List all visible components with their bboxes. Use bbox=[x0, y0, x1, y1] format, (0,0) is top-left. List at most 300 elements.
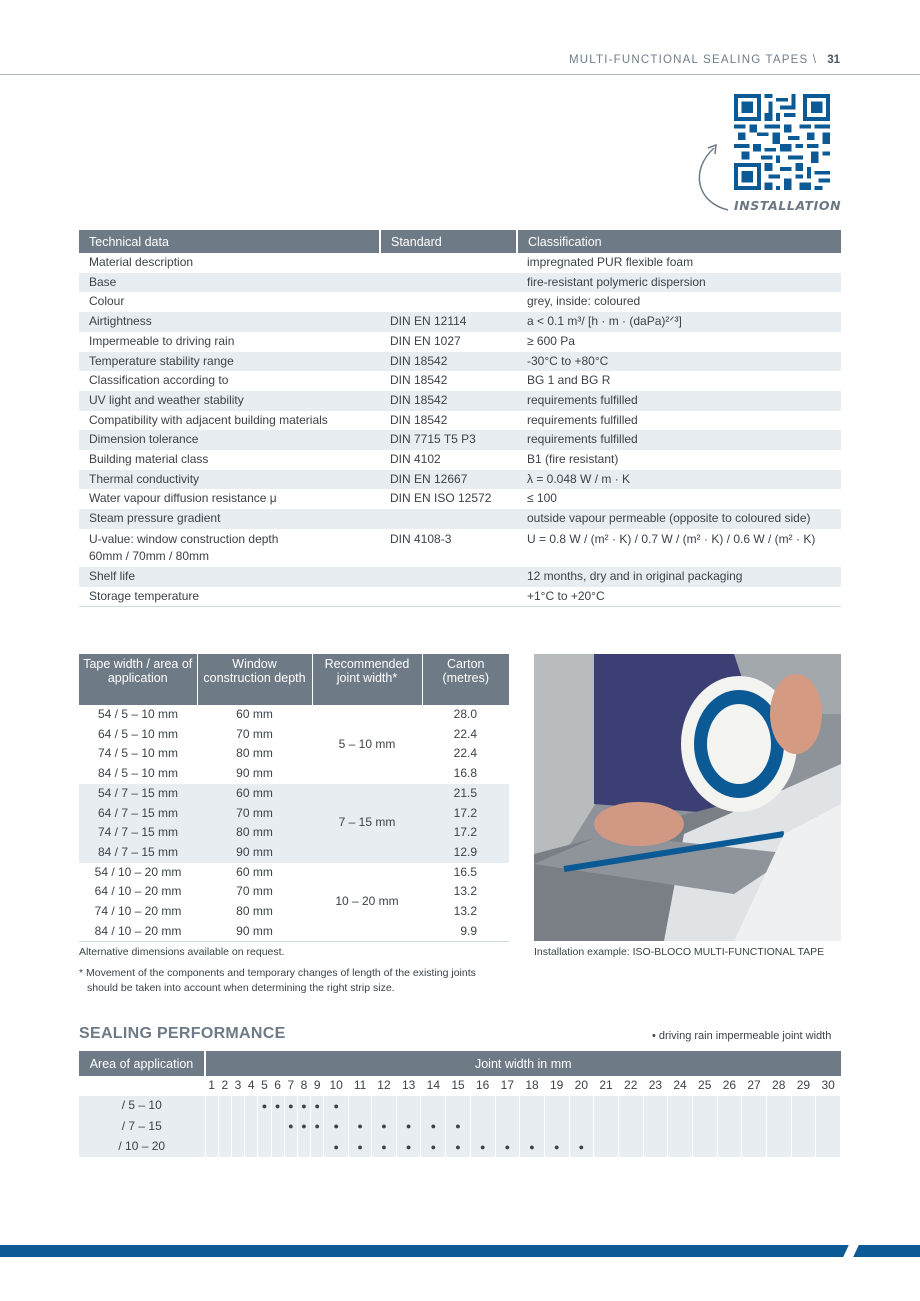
table-cell bbox=[618, 1137, 643, 1158]
table-row bbox=[79, 411, 841, 431]
table-cell bbox=[544, 1116, 569, 1137]
table-cell: 84 / 10 – 20 mm bbox=[94, 923, 182, 938]
table-cell bbox=[544, 1137, 569, 1158]
page-number: 31 bbox=[827, 54, 840, 66]
dot-marker: ● bbox=[301, 1100, 307, 1111]
joint-width-number: 28 bbox=[766, 1076, 791, 1096]
area-label: / 7 – 15 bbox=[79, 1116, 205, 1137]
table-cell bbox=[520, 1116, 545, 1137]
table-cell: Thermal conductivity bbox=[79, 470, 380, 490]
dot-marker: ● bbox=[357, 1141, 363, 1152]
table-cell: ≤ 100 bbox=[527, 491, 557, 506]
table-cell: DIN EN 12114 bbox=[380, 312, 517, 332]
area-label: / 10 – 20 bbox=[79, 1137, 205, 1158]
table-row bbox=[79, 705, 509, 725]
table-cell bbox=[380, 509, 517, 529]
joint-width-number: 7 bbox=[284, 1076, 297, 1096]
table-cell bbox=[297, 1116, 310, 1137]
table-cell bbox=[349, 1096, 372, 1117]
table-cell bbox=[231, 1137, 244, 1158]
footnote: * Movement of the components and temporary changes of length of the existing joints should be taken into account when determining the right strip size. bbox=[79, 967, 476, 994]
table-cell: 60 mm bbox=[236, 864, 273, 879]
legend: • driving rain impermeable joint width bbox=[652, 1030, 832, 1042]
table-cell bbox=[569, 1116, 594, 1137]
table-cell bbox=[791, 1096, 816, 1117]
table-cell: -30°C to +80°C bbox=[517, 352, 841, 372]
joint-width-number: 5 bbox=[258, 1076, 271, 1096]
table-cell: DIN 18542 bbox=[380, 391, 517, 411]
table-cell bbox=[816, 1116, 841, 1137]
dot-marker: ● bbox=[288, 1100, 294, 1111]
joint-width-number: 1 bbox=[205, 1076, 218, 1096]
technical-data-table bbox=[79, 230, 841, 607]
tape-dimensions-table bbox=[79, 654, 509, 941]
table-cell bbox=[297, 1137, 310, 1158]
table-header-cell: Recommended joint width* bbox=[312, 654, 422, 705]
photo-caption: Installation example: ISO-BLOCO MULTI-FUNCTIONAL TAPE bbox=[534, 946, 825, 958]
table-cell bbox=[79, 1076, 205, 1096]
table-cell bbox=[421, 1116, 446, 1137]
table-cell: Temperature stability range bbox=[79, 352, 380, 372]
table-cell: DIN 7715 T5 P3 bbox=[380, 430, 517, 450]
table-header-row bbox=[79, 1051, 841, 1076]
table-cell bbox=[643, 1096, 668, 1117]
header-divider bbox=[0, 74, 920, 75]
table-cell bbox=[258, 1137, 271, 1158]
table-cell bbox=[421, 1096, 446, 1117]
running-header: MULTI-FUNCTIONAL SEALING TAPES \ 31 bbox=[568, 54, 840, 66]
joint-width-number: 23 bbox=[643, 1076, 668, 1096]
table-row bbox=[79, 567, 841, 587]
table-cell: DIN 4102 bbox=[390, 452, 441, 467]
table-cell bbox=[520, 1137, 545, 1158]
table-cell: U-value: window construction depth 60mm / 70mm / 80mm bbox=[89, 531, 279, 563]
table-cell: Material description bbox=[89, 255, 194, 269]
table-cell: DIN EN 1027 bbox=[390, 333, 461, 348]
table-cell bbox=[245, 1116, 258, 1137]
table-cell bbox=[324, 1137, 349, 1158]
table-cell: 54 / 5 – 10 mm bbox=[97, 707, 179, 721]
table-row bbox=[79, 587, 841, 607]
table-cell: 12.9 bbox=[422, 843, 509, 863]
table-cell: Classification according to bbox=[89, 373, 229, 388]
table-cell bbox=[349, 1116, 372, 1137]
table-cell: 70 mm bbox=[236, 726, 273, 741]
table-cell bbox=[396, 1116, 421, 1137]
joint-width-number: 13 bbox=[396, 1076, 421, 1096]
joint-width-number: 25 bbox=[692, 1076, 717, 1096]
table-cell bbox=[205, 1096, 218, 1117]
joint-width-number: 29 bbox=[791, 1076, 816, 1096]
table-cell: 90 mm bbox=[197, 843, 312, 863]
table-cell bbox=[594, 1096, 619, 1117]
table-cell bbox=[396, 1096, 421, 1117]
dot-marker: ● bbox=[430, 1121, 437, 1131]
table-cell: Dimension tolerance bbox=[79, 430, 380, 450]
table-header-cell: Technical data bbox=[79, 230, 380, 253]
table-row bbox=[79, 1096, 841, 1117]
table-cell: 90 mm bbox=[236, 923, 273, 938]
table-cell bbox=[791, 1137, 816, 1158]
joint-width-number: 22 bbox=[618, 1076, 643, 1096]
section-title: SEALING PERFORMANCE bbox=[79, 1025, 286, 1042]
joint-width-number: 20 bbox=[569, 1076, 594, 1096]
joint-width-number: 24 bbox=[668, 1076, 693, 1096]
joint-width-number: 18 bbox=[520, 1076, 545, 1096]
table-cell: outside vapour permeable (opposite to coloured side) bbox=[517, 509, 841, 529]
table-row bbox=[79, 371, 841, 391]
table-cell bbox=[692, 1116, 717, 1137]
table-cell bbox=[742, 1137, 767, 1158]
table-cell: Base bbox=[79, 273, 380, 293]
table-cell bbox=[258, 1096, 271, 1117]
table-row bbox=[79, 332, 841, 352]
table-cell bbox=[324, 1116, 349, 1137]
table-cell bbox=[544, 1096, 569, 1117]
table-cell bbox=[284, 1137, 297, 1158]
table-cell: 12 months, dry and in original packaging bbox=[517, 567, 841, 587]
table-header-cell: Tape width / area of application bbox=[79, 654, 197, 705]
table-cell: Steam pressure gradient bbox=[79, 509, 380, 529]
joint-width-number: 9 bbox=[311, 1076, 324, 1096]
table-cell: 64 / 5 – 10 mm bbox=[97, 726, 179, 741]
table-cell: 74 / 7 – 15 mm bbox=[79, 823, 197, 843]
dot-marker: ● bbox=[274, 1100, 281, 1111]
table-cell bbox=[668, 1137, 693, 1158]
table-cell: 64 / 7 – 15 mm bbox=[79, 804, 197, 824]
dot-marker: ● bbox=[430, 1141, 437, 1152]
table-cell: ≥ 600 Pa bbox=[527, 333, 575, 348]
table-cell bbox=[618, 1116, 643, 1137]
table-cell bbox=[569, 1137, 594, 1158]
table-cell: DIN 18542 bbox=[390, 373, 448, 388]
table-cell bbox=[284, 1096, 297, 1117]
table-row bbox=[79, 823, 509, 843]
table-cell: 90 mm bbox=[236, 766, 273, 781]
table-cell: Storage temperature bbox=[79, 587, 380, 607]
joint-width-number: 4 bbox=[245, 1076, 258, 1096]
table-row bbox=[79, 922, 509, 942]
table-cell bbox=[258, 1116, 271, 1137]
table-cell bbox=[271, 1096, 284, 1117]
table-cell bbox=[717, 1096, 742, 1117]
joint-width-number: 16 bbox=[470, 1076, 495, 1096]
table-row bbox=[79, 391, 841, 411]
table-divider bbox=[79, 941, 509, 942]
table-cell bbox=[421, 1137, 446, 1158]
dot-marker: ● bbox=[578, 1141, 585, 1152]
table-cell bbox=[205, 1137, 218, 1158]
table-cell bbox=[380, 292, 517, 312]
table-cell bbox=[816, 1137, 841, 1158]
joint-width-number: 2 bbox=[218, 1076, 231, 1096]
table-header-cell: Window construction depth bbox=[197, 654, 312, 705]
dot-marker: ● bbox=[405, 1141, 412, 1152]
table-cell bbox=[495, 1137, 520, 1158]
table-cell bbox=[470, 1116, 495, 1137]
table-cell bbox=[297, 1096, 310, 1117]
table-cell bbox=[668, 1116, 693, 1137]
table-cell: DIN 4108-3 bbox=[390, 531, 452, 546]
joint-width-cell: 5 – 10 mm bbox=[338, 736, 396, 751]
dot-marker: ● bbox=[314, 1121, 320, 1131]
table-cell: Colour bbox=[89, 294, 125, 309]
table-row bbox=[79, 725, 509, 745]
table-cell bbox=[495, 1096, 520, 1117]
table-cell: +1°C to +20°C bbox=[517, 587, 841, 607]
table-cell bbox=[692, 1096, 717, 1117]
joint-width-number: 30 bbox=[816, 1076, 841, 1096]
dot-marker: ● bbox=[479, 1141, 486, 1152]
table-cell bbox=[245, 1096, 258, 1117]
table-row bbox=[79, 450, 841, 470]
table-row bbox=[79, 292, 841, 312]
table-cell bbox=[766, 1116, 791, 1137]
table-cell: Water vapour diffusion resistance μ bbox=[89, 491, 277, 506]
table-cell: 80 mm bbox=[236, 904, 273, 919]
table-row bbox=[79, 273, 841, 293]
table-cell: 17.2 bbox=[422, 823, 509, 843]
table-cell bbox=[766, 1096, 791, 1117]
dot-marker: ● bbox=[405, 1121, 412, 1131]
table-cell bbox=[717, 1137, 742, 1158]
joint-width-number: 12 bbox=[372, 1076, 397, 1096]
joint-width-number: 11 bbox=[349, 1076, 372, 1096]
table-row bbox=[79, 529, 841, 567]
table-cell bbox=[218, 1137, 231, 1158]
table-cell: Shelf life bbox=[79, 567, 380, 587]
table-row bbox=[79, 882, 509, 902]
table-cell bbox=[372, 1096, 397, 1117]
table-cell bbox=[495, 1116, 520, 1137]
table-cell bbox=[218, 1116, 231, 1137]
table-cell: 16.8 bbox=[453, 766, 477, 781]
table-cell: impregnated PUR flexible foam bbox=[527, 255, 694, 269]
table-cell: DIN 18542 bbox=[390, 412, 448, 427]
table-cell bbox=[324, 1096, 349, 1117]
installation-label: INSTALLATION bbox=[734, 198, 842, 213]
table-cell bbox=[520, 1096, 545, 1117]
table-cell bbox=[205, 1116, 218, 1137]
table-cell bbox=[218, 1096, 231, 1117]
table-cell: 60 mm bbox=[197, 784, 312, 804]
table-cell bbox=[349, 1137, 372, 1158]
table-cell bbox=[470, 1096, 495, 1117]
joint-width-number: 27 bbox=[742, 1076, 767, 1096]
installation-photo bbox=[534, 654, 841, 941]
joint-width-number: 3 bbox=[231, 1076, 244, 1096]
dot-marker: ● bbox=[288, 1121, 294, 1131]
dot-marker: ● bbox=[381, 1141, 387, 1152]
joint-width-number: 15 bbox=[446, 1076, 471, 1096]
table-cell bbox=[396, 1137, 421, 1158]
table-cell: DIN EN 12667 bbox=[380, 470, 517, 490]
table-row bbox=[79, 1137, 841, 1158]
table-cell: 60 mm bbox=[236, 707, 273, 721]
table-row bbox=[79, 843, 509, 863]
table-cell: 16.5 bbox=[453, 864, 477, 879]
table-row bbox=[79, 1076, 841, 1096]
table-cell: DIN 18542 bbox=[380, 352, 517, 372]
joint-width-number: 17 bbox=[495, 1076, 520, 1096]
table-cell: requirements fulfilled bbox=[517, 391, 841, 411]
dot-marker: ● bbox=[455, 1141, 461, 1152]
table-cell: B1 (fire resistant) bbox=[527, 452, 619, 467]
table-cell: 22.4 bbox=[453, 746, 477, 761]
joint-width-number: 6 bbox=[271, 1076, 284, 1096]
dot-marker: ● bbox=[553, 1141, 560, 1152]
table-header-row bbox=[79, 654, 509, 705]
dot-marker: ● bbox=[357, 1121, 363, 1131]
table-cell: 13.2 bbox=[453, 904, 477, 919]
table-cell bbox=[643, 1137, 668, 1158]
table-cell bbox=[742, 1096, 767, 1117]
table-header-cell: Classification bbox=[517, 230, 841, 253]
table-cell bbox=[791, 1116, 816, 1137]
table-row bbox=[79, 253, 841, 273]
table-cell bbox=[643, 1116, 668, 1137]
table-cell: Airtightness bbox=[79, 312, 380, 332]
table-cell: UV light and weather stability bbox=[79, 391, 380, 411]
joint-width-cell: 10 – 20 mm bbox=[335, 894, 399, 909]
table-cell: 13.2 bbox=[453, 884, 477, 899]
table-header-cell: Area of application bbox=[79, 1051, 205, 1076]
table-cell bbox=[271, 1116, 284, 1137]
table-cell: 54 / 10 – 20 mm bbox=[94, 864, 182, 879]
table-cell: U = 0.8 W / (m² · K) / 0.7 W / (m² · K) / 0.6 W / (m² · K) bbox=[527, 531, 816, 546]
table-cell bbox=[766, 1137, 791, 1158]
joint-width-number: 19 bbox=[544, 1076, 569, 1096]
alternative-dimensions-note: Alternative dimensions available on request. bbox=[79, 946, 285, 958]
joint-width-number: 10 bbox=[324, 1076, 349, 1096]
joint-width-number: 8 bbox=[297, 1076, 310, 1096]
table-cell: requirements fulfilled bbox=[527, 412, 638, 427]
table-cell: Impermeable to driving rain bbox=[89, 333, 235, 348]
table-cell: 28.0 bbox=[453, 707, 477, 721]
joint-width-number: 26 bbox=[717, 1076, 742, 1096]
table-cell bbox=[569, 1096, 594, 1117]
table-cell: 74 / 5 – 10 mm bbox=[97, 746, 179, 761]
table-cell bbox=[380, 273, 517, 293]
footer-bar bbox=[0, 1245, 920, 1257]
table-row bbox=[79, 784, 509, 804]
table-cell: Compatibility with adjacent building materials bbox=[89, 412, 328, 427]
table-row bbox=[79, 312, 841, 332]
table-cell: Building material class bbox=[89, 452, 209, 467]
table-header-cell: Standard bbox=[380, 230, 517, 253]
table-cell bbox=[717, 1116, 742, 1137]
dot-marker: ● bbox=[455, 1121, 461, 1131]
table-row bbox=[79, 1116, 841, 1137]
table-cell bbox=[245, 1137, 258, 1158]
table-cell bbox=[372, 1116, 397, 1137]
joint-width-number: 21 bbox=[594, 1076, 619, 1096]
table-cell bbox=[271, 1137, 284, 1158]
table-cell: requirements fulfilled bbox=[517, 430, 841, 450]
table-cell bbox=[231, 1096, 244, 1117]
table-cell: 54 / 7 – 15 mm bbox=[79, 784, 197, 804]
table-cell bbox=[311, 1096, 324, 1117]
table-cell bbox=[380, 587, 517, 607]
dot-marker: ● bbox=[333, 1100, 339, 1111]
table-cell bbox=[742, 1116, 767, 1137]
qr-code-icon[interactable] bbox=[734, 94, 830, 190]
dot-marker: ● bbox=[333, 1121, 339, 1131]
table-cell: 80 mm bbox=[197, 823, 312, 843]
table-cell bbox=[816, 1096, 841, 1117]
table-cell bbox=[470, 1137, 495, 1158]
dot-marker: ● bbox=[261, 1100, 268, 1111]
table-header-cell: Carton (metres) bbox=[422, 654, 509, 705]
table-cell: 70 mm bbox=[197, 804, 312, 824]
table-row bbox=[79, 430, 841, 450]
table-cell bbox=[446, 1137, 471, 1158]
table-header-cell: Joint width in mm bbox=[205, 1051, 841, 1076]
table-cell: 74 / 10 – 20 mm bbox=[94, 904, 182, 919]
table-row bbox=[79, 804, 509, 824]
dot-marker: ● bbox=[529, 1141, 535, 1152]
table-cell: 84 / 5 – 10 mm bbox=[97, 766, 179, 781]
table-cell bbox=[372, 1137, 397, 1158]
dot-marker: ● bbox=[333, 1141, 339, 1152]
table-cell: 9.9 bbox=[460, 923, 477, 938]
dot-marker: ● bbox=[381, 1121, 387, 1131]
table-cell: 70 mm bbox=[236, 884, 273, 899]
joint-width-cell: 7 – 15 mm bbox=[312, 784, 422, 863]
table-cell bbox=[446, 1096, 471, 1117]
table-cell bbox=[446, 1116, 471, 1137]
dot-marker: ● bbox=[314, 1100, 320, 1111]
table-cell bbox=[668, 1096, 693, 1117]
curved-arrow-icon bbox=[688, 140, 736, 212]
table-header-row bbox=[79, 230, 841, 253]
table-row bbox=[79, 470, 841, 490]
table-cell: 80 mm bbox=[236, 746, 273, 761]
table-row bbox=[79, 352, 841, 372]
table-row bbox=[79, 509, 841, 529]
table-cell: 84 / 7 – 15 mm bbox=[79, 843, 197, 863]
joint-width-number: 14 bbox=[421, 1076, 446, 1096]
table-cell: grey, inside: coloured bbox=[527, 294, 641, 309]
table-cell bbox=[692, 1137, 717, 1158]
table-cell: λ = 0.048 W / m · K bbox=[517, 470, 841, 490]
table-cell bbox=[594, 1137, 619, 1158]
table-cell bbox=[594, 1116, 619, 1137]
table-cell: DIN EN ISO 12572 bbox=[390, 491, 492, 506]
table-cell bbox=[284, 1116, 297, 1137]
area-label: / 5 – 10 bbox=[79, 1096, 205, 1117]
table-cell: fire-resistant polymeric dispersion bbox=[517, 273, 841, 293]
table-cell bbox=[380, 253, 517, 273]
table-row bbox=[79, 863, 509, 883]
table-row bbox=[79, 744, 509, 764]
table-cell bbox=[311, 1137, 324, 1158]
dot-marker: ● bbox=[504, 1141, 511, 1152]
table-cell: BG 1 and BG R bbox=[527, 373, 611, 388]
sealing-performance-table bbox=[79, 1051, 841, 1157]
table-cell: 22.4 bbox=[453, 726, 477, 741]
table-row bbox=[79, 489, 841, 509]
table-cell: 64 / 10 – 20 mm bbox=[94, 884, 182, 899]
table-cell bbox=[380, 567, 517, 587]
table-row bbox=[79, 902, 509, 922]
table-cell bbox=[231, 1116, 244, 1137]
table-cell: 17.2 bbox=[422, 804, 509, 824]
table-cell: a < 0.1 m³/ [h · m · (daPa)²ᐟ³] bbox=[517, 312, 841, 332]
dot-marker: ● bbox=[301, 1121, 307, 1131]
table-cell: 21.5 bbox=[422, 784, 509, 804]
table-cell bbox=[311, 1116, 324, 1137]
